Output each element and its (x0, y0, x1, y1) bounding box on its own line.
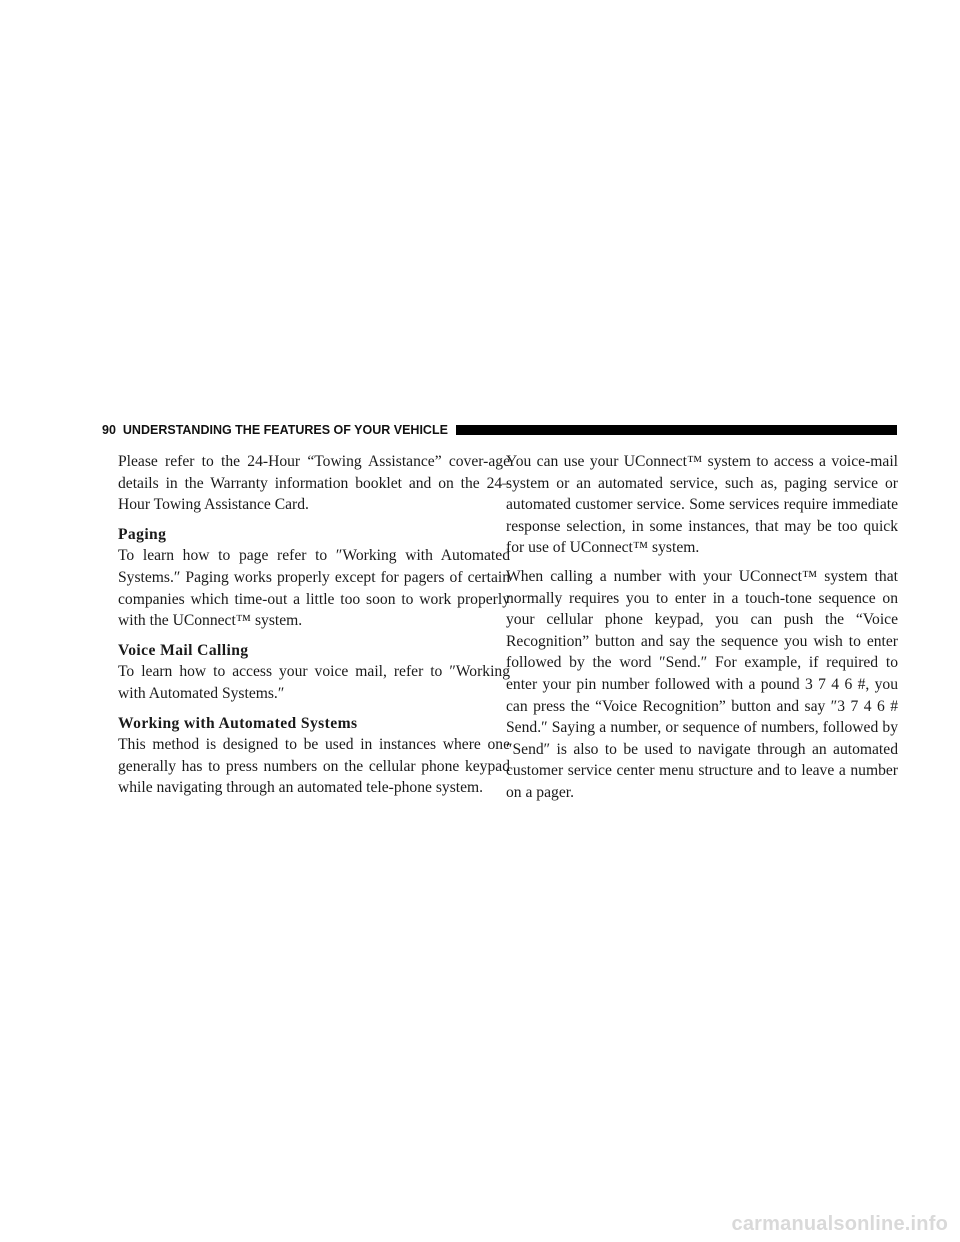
page-header (102, 421, 897, 438)
voicemail-heading: Voice Mail Calling (118, 641, 249, 659)
section-title: UNDERSTANDING THE FEATURES OF YOUR VEHICLE (122, 422, 448, 437)
watermark: carmanualsonline.info (731, 1213, 948, 1235)
automated-systems-paragraph: This method is designed to be used in instances where one generally has to press numbers on the cellular phone keypad while navigating through an automated tele-phone system. (118, 736, 510, 797)
automated-systems-heading: Working with Automated Systems (118, 714, 358, 732)
paging-paragraph: To learn how to page refer to ″Working with Automated Systems.″ Paging works properly except for pagers of certain companies which time-out a little too soon to work properly with the UConnect™ system. (118, 547, 510, 630)
paging-heading: Paging (118, 525, 167, 543)
voicemail-paragraph: To learn how to access your voice mail, refer to ″Working with Automated Systems.″ (118, 663, 510, 702)
calling-paragraph: When calling a number with your UConnect™ system that normally requires you to enter in a touch-tone sequence on your cellular phone keypad, you can push the “Voice Recognition” button and say the sequence you wish to enter followed by the word ″Send.″ For example, if required to enter your pin number followed with a pound 3 7 4 6 #, you can press the “Voice Recognition” button and say ″3 7 4 6 # Send.″ Saying a number, or sequence of numbers, followed by ″Send″ is also to be used to navigate through an automated customer service center menu structure and to leave a number on a pager. (506, 567, 898, 801)
header-rule (456, 425, 897, 435)
left-column (118, 451, 510, 806)
uconnect-paragraph: You can use your UConnect™ system to access a voice-mail system or an automated service, such as, paging service or automated customer service. Some services require immediate response selection, in some instances, that may be too quick for use of UConnect™ system. (506, 453, 898, 557)
intro-paragraph: Please refer to the 24-Hour “Towing Assistance” cover-age details in the Warranty information booklet and on the 24–Hour Towing Assistance Card. (118, 453, 510, 514)
right-column (506, 451, 898, 811)
page-number: 90 (102, 422, 116, 437)
